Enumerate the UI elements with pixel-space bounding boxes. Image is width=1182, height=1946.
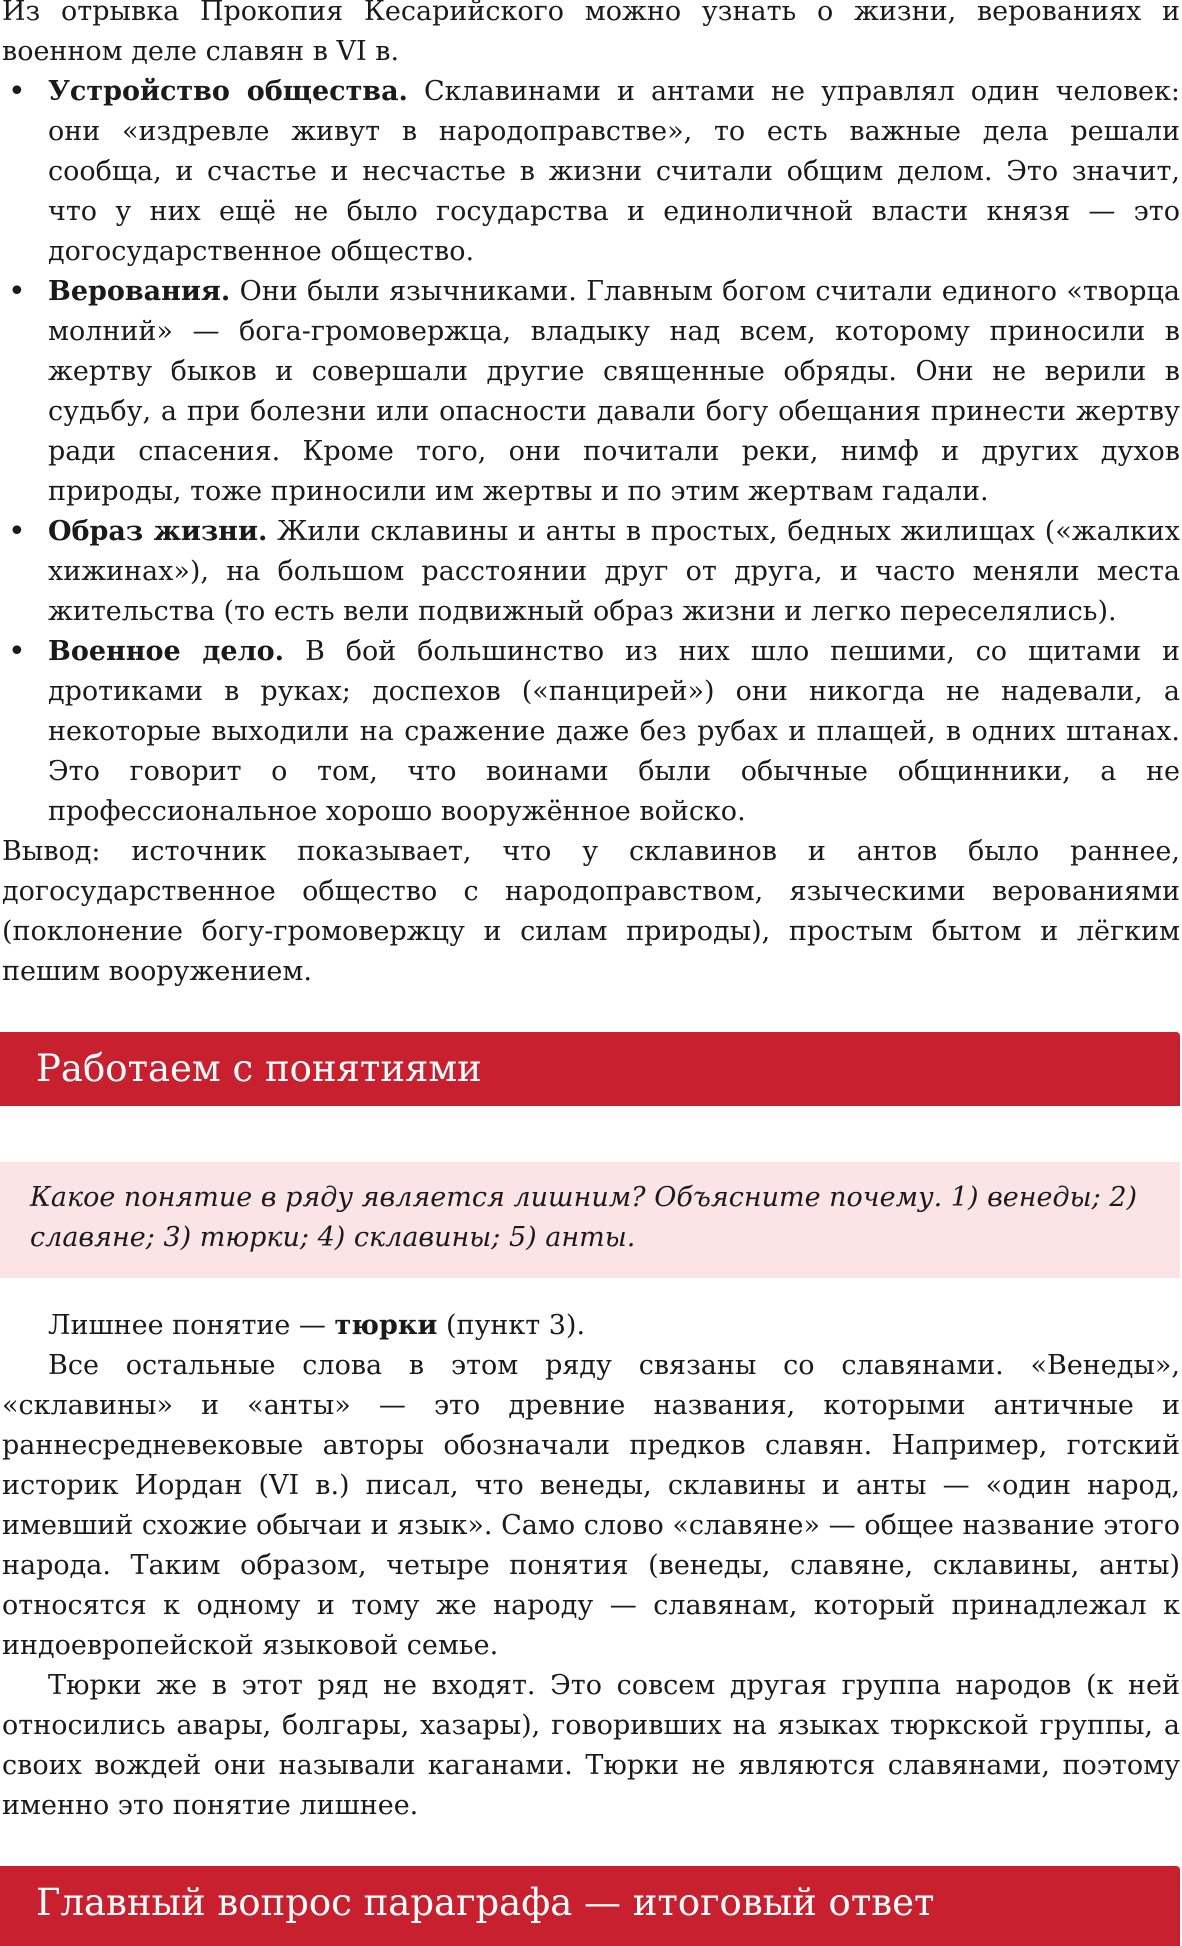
point-label: Верования. — [48, 276, 231, 307]
source-summary — [2, 0, 1180, 992]
answer-paragraph: Все остальные слова в этом ряду связаны со славянами. «Венеды», «склавины» и «анты» — это древние названия, которыми античные и раннесредневековые авторы обозначали предков славян. Например, готский историк Иордан (VI в.) писал, что венеды, склавины и анты — «один народ, имевший схожие обычаи и язык». Само слово «славяне» — общее название этого народа. Таким образом, четыре понятия (венеды, славяне, склавины, анты) относятся к одному и тому же народу — славянам, который принадлежал к индоевропейской языковой семье. — [2, 1350, 1180, 1661]
list-item — [2, 632, 1180, 832]
intro-text: Из отрывка Прокопия Кесарийского можно узнать о жизни, верованиях и военном деле славян в VI в. — [2, 0, 1180, 67]
list-item — [2, 512, 1180, 632]
point-text: В бой большинство из них шло пешими, со щитами и дротиками в руках; доспехов («панцирей») они никогда не надевали, а некоторые выходили на сражение даже без рубах и плащей, в одних штанах. Это говорит о том, что воинами были обычные общинники, а не профессиональное хорошо вооружённое войско. — [48, 636, 1180, 827]
list-item — [2, 272, 1180, 512]
answer-lead-after: (пункт 3). — [437, 1310, 586, 1341]
point-label: Устройство общества. — [48, 76, 408, 107]
points-list — [2, 72, 1180, 832]
answer-lead — [2, 1306, 1180, 1346]
list-item — [2, 72, 1180, 272]
task-text: Какое понятие в ряду является лишним? Объясните почему. 1) венеды; 2) славяне; 3) тюрки; 4) склавины; 5) анты. — [30, 1182, 1138, 1253]
point-label: Образ жизни. — [48, 516, 268, 547]
point-text: Склавинами и антами не управлял один человек: они «издревле живут в народоправстве», то есть важные дела решали сообща, и счастье и несчастье в жизни считали общим делом. Это значит, что у них ещё не было государства и единоличной власти князя — это догосударственное общество. — [48, 76, 1180, 267]
point-label: Военное дело. — [48, 636, 285, 667]
answer-paragraph: Тюрки же в этот ряд не входят. Это совсем другая группа народов (к ней относились авары, болгары, хазары), говоривших на языках тюркской группы, а своих вождей они называли каганами. Тюрки не являются славянами, поэтому именно это понятие лишнее. — [2, 1670, 1180, 1821]
answer-block — [2, 1306, 1180, 1826]
answer-lead-bold: тюрки — [334, 1310, 438, 1341]
conclusion-text: Вывод: источник показывает, что у склавинов и антов было раннее, догосударственное общество с народоправством, языческими верованиями (поклонение богу-громовержцу и силам природы), простым бытом и лёгким пешим вооружением. — [2, 836, 1180, 987]
section-heading-final-answer: Главный вопрос параграфа — итоговый ответ — [0, 1866, 1180, 1946]
section-heading-concepts: Работаем с понятиями — [0, 1032, 1180, 1106]
point-text: Они были язычниками. Главным богом считали единого «творца молний» — бога-громовержца, владыку над всем, которому приносили в жертву быков и совершали другие священные обряды. Они не верили в судьбу, а при болезни или опасности давали богу обещания принести жертву ради спасения. Кроме того, они почитали реки, нимф и других духов природы, тоже приносили им жертвы и по этим жертвам гадали. — [48, 276, 1180, 507]
point-text: Жили склавины и анты в простых, бедных жилищах («жалких хижинах»), на большом расстоянии друг от друга, и часто меняли места жительства (то есть вели подвижный образ жизни и легко переселялись). — [48, 516, 1180, 627]
task-box — [0, 1162, 1180, 1278]
answer-lead-before: Лишнее понятие — — [48, 1310, 335, 1341]
